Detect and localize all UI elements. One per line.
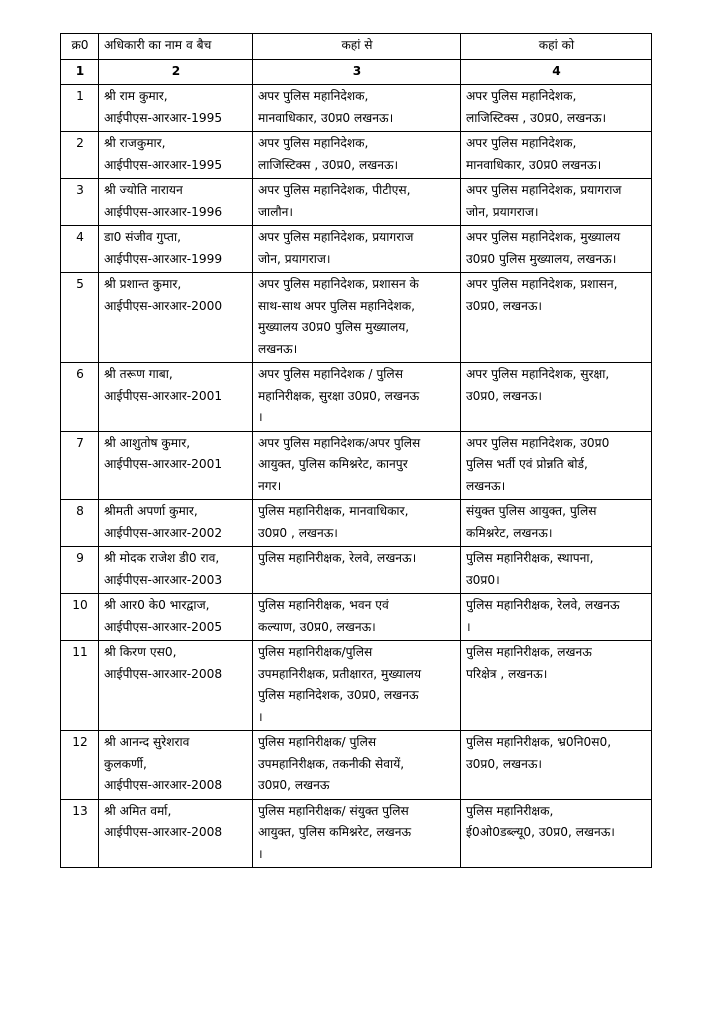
serial-cell: 3 (61, 179, 99, 226)
serial-cell: 6 (61, 363, 99, 432)
to-cell (461, 731, 652, 800)
table-row (61, 85, 652, 132)
cell-line: परिक्षेत्र , लखनऊ। (466, 666, 548, 681)
cell-line: लाजिस्टिक्स , उ0प्र0, लखनऊ। (466, 110, 607, 125)
cell-line: श्री मोदक राजेश डी0 राव, (104, 551, 220, 565)
cell-line: आईपीएस-आरआर-1996 (104, 204, 223, 219)
serial-cell: 13 (61, 799, 99, 868)
column-number-row (61, 59, 652, 85)
table-row (61, 363, 652, 432)
from-cell (253, 731, 461, 800)
officer-cell (99, 547, 253, 594)
cell-line: पुलिस महानिरीक्षक, लखनऊ (466, 645, 592, 659)
cell-line: उ0प्र0, लखनऊ (258, 778, 330, 792)
cell-line: । (258, 410, 263, 424)
cell-line: आईपीएस-आरआर-2008 (104, 666, 223, 681)
cell-line: श्री आर0 के0 भारद्वाज, (104, 598, 210, 612)
transfer-table (60, 33, 652, 868)
from-cell (253, 363, 461, 432)
cell-line: श्री तरूण गाबा, (104, 367, 173, 381)
table-row (61, 179, 652, 226)
cell-line: आईपीएस-आरआर-2005 (104, 619, 223, 634)
to-cell (461, 641, 652, 731)
cell-line: आईपीएस-आरआर-1999 (104, 251, 223, 266)
serial-cell: 11 (61, 641, 99, 731)
from-cell (253, 641, 461, 731)
cell-line: आईपीएस-आरआर-1995 (104, 110, 223, 125)
cell-line: पुलिस महानिरीक्षक, रेलवे, लखनऊ। (258, 551, 417, 565)
serial-cell: 5 (61, 273, 99, 363)
officer-cell (99, 731, 253, 800)
cell-line: उपमहानिरीक्षक, तकनीकी सेवायें, (258, 756, 405, 771)
to-cell (461, 132, 652, 179)
cell-line: अपर पुलिस महानिदेशक, पीटीएस, (258, 183, 411, 197)
cell-line: अपर पुलिस महानिदेशक, (258, 136, 369, 150)
cell-line: पुलिस महानिरीक्षक, मानवाधिकार, (258, 504, 409, 518)
cell-line: जोन, प्रयागराज। (466, 204, 539, 219)
cell-line: श्री अमित वर्मा, (104, 803, 172, 818)
header-from: कहां से (253, 34, 461, 60)
serial-cell: 9 (61, 547, 99, 594)
cell-line: आईपीएस-आरआर-2002 (104, 525, 223, 540)
cell-line: श्री किरण एस0, (104, 645, 177, 659)
from-cell (253, 547, 461, 594)
cell-line: उपमहानिरीक्षक, प्रतीक्षारत, मुख्यालय (258, 666, 422, 681)
cell-line: अपर पुलिस महानिदेशक, सुरक्षा, (466, 367, 610, 381)
cell-line: उ0प्र0, लखनऊ। (466, 298, 543, 313)
cell-line: उ0प्र0 पुलिस मुख्यालय, लखनऊ। (466, 251, 617, 266)
column-number: 1 (61, 59, 99, 85)
cell-line: श्री ज्योति नारायन (104, 183, 183, 197)
cell-line: मानवाधिकार, उ0प्र0 लखनऊ। (466, 157, 602, 172)
cell-line: महानिरीक्षक, सुरक्षा उ0प्र0, लखनऊ (258, 388, 420, 403)
officer-cell (99, 799, 253, 868)
cell-line: संयुक्त पुलिस आयुक्त, पुलिस (466, 504, 597, 518)
cell-line: आईपीएस-आरआर-2000 (104, 298, 223, 313)
column-number: 3 (253, 59, 461, 85)
cell-line: पुलिस महानिरीक्षक/ पुलिस (258, 735, 377, 749)
officer-cell (99, 179, 253, 226)
cell-line: आईपीएस-आरआर-1995 (104, 157, 223, 172)
column-number: 4 (461, 59, 652, 85)
serial-cell: 1 (61, 85, 99, 132)
to-cell (461, 547, 652, 594)
table-row (61, 500, 652, 547)
cell-line: लाजिस्टिक्स , उ0प्र0, लखनऊ। (258, 157, 399, 172)
header-to: कहां को (461, 34, 652, 60)
cell-line: पुलिस महानिरीक्षक, स्थापना, (466, 551, 594, 565)
cell-line: । (466, 619, 471, 634)
cell-line: श्रीमती अपर्णा कुमार, (104, 504, 198, 518)
officer-cell (99, 273, 253, 363)
table-body (61, 85, 652, 868)
from-cell (253, 431, 461, 500)
cell-line: उ0प्र0 , लखनऊ। (258, 525, 338, 540)
cell-line: आईपीएस-आरआर-2001 (104, 388, 223, 403)
cell-line: पुलिस महानिरीक्षक/ संयुक्त पुलिस (258, 803, 409, 818)
cell-line: जालौन। (258, 204, 294, 219)
header-serial: क्र0 (61, 34, 99, 60)
officer-cell (99, 226, 253, 273)
cell-line: पुलिस महानिरीक्षक/पुलिस (258, 645, 373, 659)
table-row (61, 594, 652, 641)
cell-line: श्री आनन्द सुरेशराव (104, 735, 190, 749)
cell-line: श्री प्रशान्त कुमार, (104, 277, 182, 291)
table-row (61, 273, 652, 363)
cell-line: पुलिस महानिरीक्षक, भ्र0नि0स0, (466, 735, 612, 749)
header-officer: अधिकारी का नाम व बैच (99, 34, 253, 60)
table-row (61, 431, 652, 500)
cell-line: श्री राम कुमार, (104, 89, 168, 103)
serial-cell: 4 (61, 226, 99, 273)
officer-cell (99, 594, 253, 641)
from-cell (253, 132, 461, 179)
cell-line: मुख्यालय उ0प्र0 पुलिस मुख्यालय, (258, 320, 410, 334)
cell-line: अपर पुलिस महानिदेशक, प्रयागराज (258, 230, 414, 244)
table-row (61, 731, 652, 800)
serial-cell: 2 (61, 132, 99, 179)
cell-line: आईपीएस-आरआर-2008 (104, 778, 223, 792)
from-cell (253, 799, 461, 868)
cell-line: कुलकर्णी, (104, 756, 147, 771)
cell-line: अपर पुलिस महानिदेशक, (466, 136, 577, 150)
cell-line: अपर पुलिस महानिदेशक/अपर पुलिस (258, 435, 421, 450)
table-row (61, 226, 652, 273)
cell-line: जोन, प्रयागराज। (258, 251, 331, 266)
to-cell (461, 226, 652, 273)
cell-line: श्री आशुतोष कुमार, (104, 435, 191, 450)
cell-line: अपर पुलिस महानिदेशक, प्रशासन के (258, 277, 419, 291)
cell-line: । (258, 709, 263, 724)
serial-cell: 8 (61, 500, 99, 547)
cell-line: आयुक्त, पुलिस कमिश्नरेट, कानपुर (258, 457, 408, 471)
cell-line: । (258, 846, 263, 861)
officer-cell (99, 363, 253, 432)
officer-cell (99, 500, 253, 547)
table-row (61, 132, 652, 179)
cell-line: अपर पुलिस महानिदेशक, उ0प्र0 (466, 435, 610, 450)
header-row (61, 34, 652, 60)
officer-cell (99, 132, 253, 179)
to-cell (461, 179, 652, 226)
serial-cell: 12 (61, 731, 99, 800)
cell-line: अपर पुलिस महानिदेशक, (258, 89, 369, 103)
cell-line: अपर पुलिस महानिदेशक, प्रशासन, (466, 277, 618, 291)
from-cell (253, 500, 461, 547)
officer-cell (99, 431, 253, 500)
cell-line: आईपीएस-आरआर-2008 (104, 825, 223, 839)
cell-line: पुलिस महानिरीक्षक, भवन एवं (258, 598, 389, 612)
to-cell (461, 273, 652, 363)
cell-line: आयुक्त, पुलिस कमिश्नरेट, लखनऊ (258, 825, 412, 839)
cell-line: कल्याण, उ0प्र0, लखनऊ। (258, 619, 376, 634)
column-number: 2 (99, 59, 253, 85)
from-cell (253, 85, 461, 132)
from-cell (253, 226, 461, 273)
cell-line: ई0ओ0डब्ल्यू0, उ0प्र0, लखनऊ। (466, 825, 615, 839)
cell-line: कमिश्नरेट, लखनऊ। (466, 525, 553, 540)
officer-cell (99, 641, 253, 731)
serial-cell: 10 (61, 594, 99, 641)
cell-line: पुलिस महानिरीक्षक, रेलवे, लखनऊ (466, 598, 620, 612)
officer-cell (99, 85, 253, 132)
to-cell (461, 85, 652, 132)
cell-line: मानवाधिकार, उ0प्र0 लखनऊ। (258, 110, 394, 125)
cell-line: पुलिस महानिरीक्षक, (466, 803, 554, 818)
to-cell (461, 594, 652, 641)
cell-line: उ0प्र0। (466, 572, 500, 587)
cell-line: अपर पुलिस महानिदेशक, मुख्यालय (466, 230, 621, 244)
table-row (61, 547, 652, 594)
cell-line: अपर पुलिस महानिदेशक / पुलिस (258, 367, 403, 381)
cell-line: लखनऊ। (258, 341, 298, 356)
cell-line: अपर पुलिस महानिदेशक, (466, 89, 577, 103)
from-cell (253, 179, 461, 226)
cell-line: साथ-साथ अपर पुलिस महानिदेशक, (258, 298, 416, 313)
cell-line: नगर। (258, 478, 282, 493)
cell-line: अपर पुलिस महानिदेशक, प्रयागराज (466, 183, 622, 197)
from-cell (253, 594, 461, 641)
to-cell (461, 799, 652, 868)
to-cell (461, 431, 652, 500)
to-cell (461, 363, 652, 432)
cell-line: आईपीएस-आरआर-2001 (104, 457, 223, 471)
cell-line: उ0प्र0, लखनऊ। (466, 388, 543, 403)
from-cell (253, 273, 461, 363)
cell-line: डा0 संजीव गुप्ता, (104, 230, 181, 244)
cell-line: उ0प्र0, लखनऊ। (466, 756, 543, 771)
table-row (61, 641, 652, 731)
cell-line: पुलिस भर्ती एवं प्रोन्नति बोर्ड, (466, 457, 588, 471)
table-row (61, 799, 652, 868)
to-cell (461, 500, 652, 547)
cell-line: पुलिस महानिदेशक, उ0प्र0, लखनऊ (258, 688, 419, 702)
cell-line: लखनऊ। (466, 478, 506, 493)
cell-line: श्री राजकुमार, (104, 136, 166, 150)
cell-line: आईपीएस-आरआर-2003 (104, 572, 223, 587)
serial-cell: 7 (61, 431, 99, 500)
